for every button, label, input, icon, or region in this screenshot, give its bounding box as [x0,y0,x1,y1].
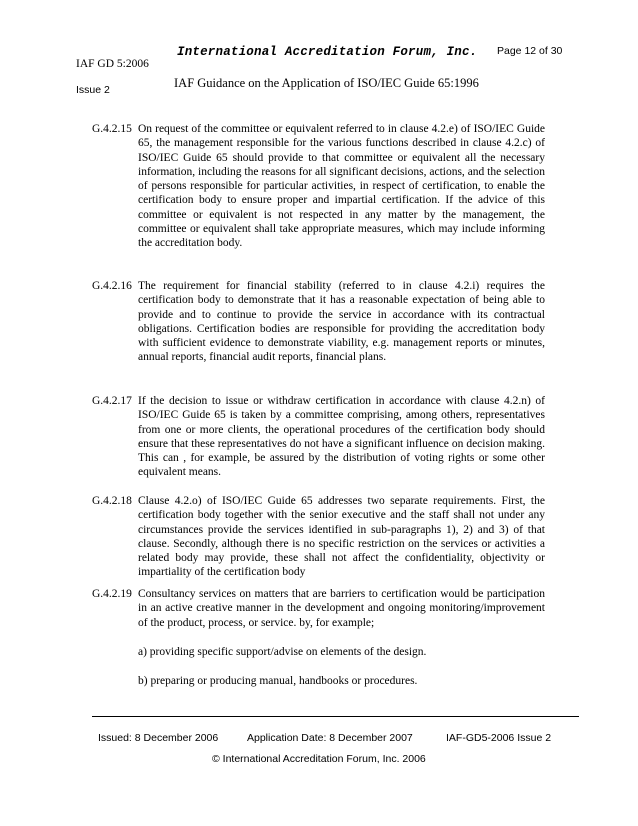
clause-number: G.4.2.17 [92,395,132,407]
clause-text: Consultancy services on matters that are barriers to certification would be participation in an active creative manner in the development and ongoing monitoring/improvement of the product, process, or service. by, for example; [138,588,545,629]
clause-text: The requirement for financial stability (referred to in clause 4.2.i) requires the certification body to demonstrate that it has a reasonable expectation of being able to provide and to continue to provide the service in accordance with its contractual obligations. Certification bodies are responsible for providing the accreditation body with sufficient evidence to demonstrate viability, e.g. management reports or minutes, annual reports, financial audit reports, financial plans. [138,280,545,364]
clause-number: G.4.2.15 [92,123,132,135]
document-id: IAF GD 5:2006 [76,58,149,70]
clause-number: G.4.2.16 [92,280,132,292]
page-number: Page 12 of 30 [497,45,563,57]
clause-g4219 [92,587,545,630]
clause-text: Clause 4.2.o) of ISO/IEC Guide 65 addresses two separate requirements. First, the certification body together with the senior executive and the staff shall not under any circumstances provide the services identified in sub-paragraphs 1), 2) and 3) of that clause. Secondly, although there is no specific restriction on the services or activities a related body may provide, these shall not affect the confidentiality, objectivity or impartiality of the certification body [138,495,545,579]
clause-text: If the decision to issue or withdraw certification in accordance with clause 4.2.n) of ISO/IEC Guide 65 is taken by a committee comprising, among others, representatives from one or more clients, the operational procedures of the certification body should ensure that these representatives do not have a significant influence on decision making. This can , for example, be assured by the distribution of voting rights or some other equivalent means. [138,395,545,479]
issue-label: Issue 2 [76,84,110,96]
clause-number: G.4.2.19 [92,588,132,600]
clause-g4217 [92,394,545,480]
clause-text: On request of the committee or equivalent referred to in clause 4.2.e) of ISO/IEC Guide 65, the management responsible for the various functions described in clause 4.2.c) of ISO/IEC Guide 65 should provide to that committee or equivalent all the necessary information, including the reasons for all significant decisions, actions, and the selection of persons responsible for particular activities, in respect of certification, to enable the certification body to ensure proper and impartial certification. If the advice of this committee or equivalent is not respected in any matter by the management, the committee or equivalent shall take appropriate measures, which may include informing the accreditation body. [138,123,545,250]
clause-g4215 [92,122,545,251]
clause-number: G.4.2.18 [92,495,132,507]
footer-divider [92,716,579,717]
clause-g4218 [92,494,545,580]
list-item-a: a) providing specific support/advise on elements of the design. [138,646,427,658]
footer-issued: Issued: 8 December 2006 [98,732,219,744]
list-item-b: b) preparing or producing manual, handbooks or procedures. [138,675,418,687]
clause-g4216 [92,279,545,365]
footer-copyright: © International Accreditation Forum, Inc. 2006 [212,753,426,765]
footer-application-date: Application Date: 8 December 2007 [247,732,413,744]
document-subtitle: IAF Guidance on the Application of ISO/IEC Guide 65:1996 [174,76,479,90]
organization-title: International Accreditation Forum, Inc. [177,45,478,59]
footer-doc-ref: IAF-GD5-2006 Issue 2 [446,732,552,744]
